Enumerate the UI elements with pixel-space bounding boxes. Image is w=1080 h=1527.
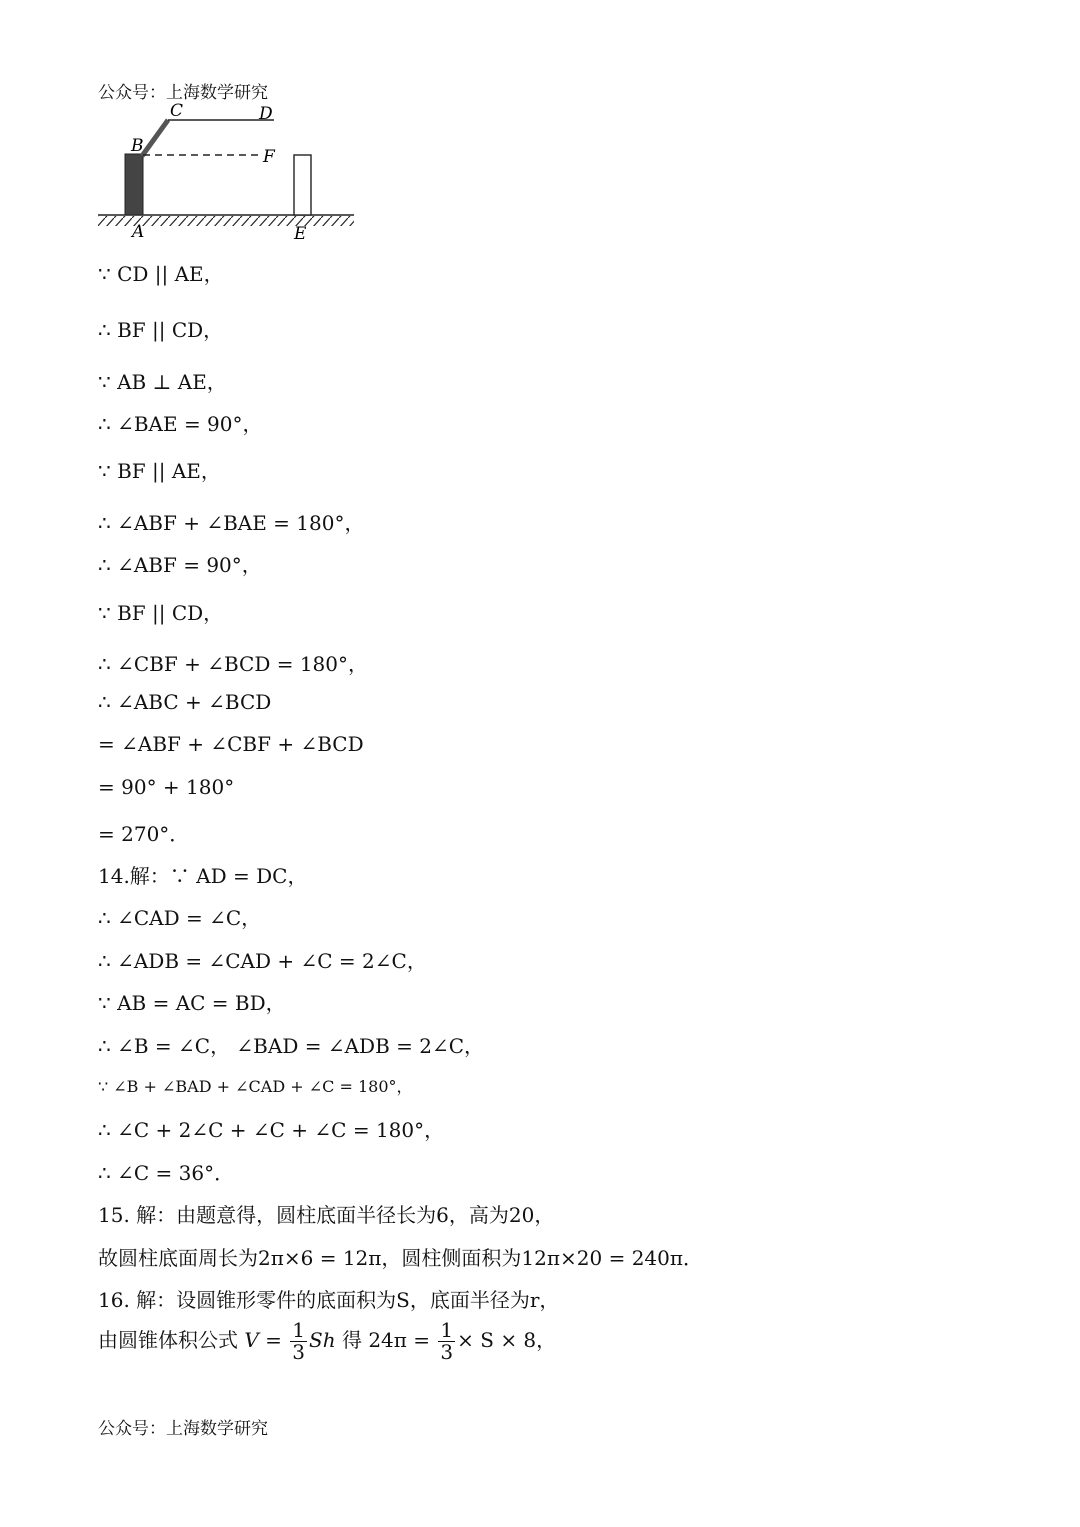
label-f: F xyxy=(263,147,275,167)
page-header: 公众号：上海数学研究 xyxy=(98,83,268,103)
fraction-numerator: 1 xyxy=(292,1318,306,1342)
fraction-denominator: 3 xyxy=(292,1340,306,1364)
proof-line: ∵ AB ⊥ AE， xyxy=(98,370,227,394)
cone-volume-formula xyxy=(98,1320,556,1363)
formula-de: 得 xyxy=(341,1328,362,1352)
proof-line: ∵ BF || CD， xyxy=(98,601,224,625)
rod-bc xyxy=(142,120,168,156)
label-a: A xyxy=(132,222,145,242)
proof-line: = 270°． xyxy=(98,822,190,846)
proof-line: ∴ ∠B = ∠C， ∠BAD = ∠ADB = 2∠C， xyxy=(98,1034,485,1058)
label-e: E xyxy=(294,224,307,244)
proof-line: ∴ ∠ABF = 90°， xyxy=(98,553,262,577)
proof-line: ∴ ∠ADB = ∠CAD + ∠C = 2∠C， xyxy=(98,949,427,973)
problem-16-start: 16. 解：设圆锥形零件的底面积为S，底面半径为r， xyxy=(98,1288,560,1312)
proof-line: ∴ ∠BAE = 90°， xyxy=(98,412,263,436)
proof-line: ∵ BF || AE， xyxy=(98,459,221,483)
problem-15-start: 15. 解：由题意得，圆柱底面半径长为6，高为20， xyxy=(98,1203,555,1227)
fraction-denominator: 3 xyxy=(440,1340,454,1364)
proof-line: ∵ CD || AE， xyxy=(98,262,224,286)
proof-line: ∴ BF || CD， xyxy=(98,318,224,342)
fraction-numerator: 1 xyxy=(440,1318,454,1342)
proof-line: ∴ ∠ABC + ∠BCD xyxy=(98,690,272,714)
proof-line: ∴ ∠CAD = ∠C， xyxy=(98,906,262,930)
fraction-one-third-2 xyxy=(438,1320,455,1363)
post-e xyxy=(294,155,311,215)
formula-v: V = xyxy=(244,1328,282,1352)
proof-line: ∵ ∠B + ∠BAD + ∠CAD + ∠C = 180°， xyxy=(98,1077,413,1096)
formula-rhs: × S × 8， xyxy=(457,1328,557,1352)
geometry-figure xyxy=(96,98,358,244)
proof-line: ∴ ∠CBF + ∠BCD = 180°， xyxy=(98,652,368,676)
proof-line: ∴ ∠C = 36°． xyxy=(98,1161,235,1185)
formula-lhs: 24π = xyxy=(368,1328,431,1352)
proof-line: 故圆柱底面周长为2π×6 = 12π，圆柱侧面积为12π×20 = 240π． xyxy=(98,1246,704,1270)
proof-line: ∴ ∠C + 2∠C + ∠C + ∠C = 180°， xyxy=(98,1118,445,1142)
label-b: B xyxy=(131,136,144,156)
proof-line: = ∠ABF + ∠CBF + ∠BCD xyxy=(98,732,364,756)
fraction-one-third xyxy=(290,1320,307,1363)
formula-prefix: 由圆锥体积公式 xyxy=(98,1328,238,1352)
post-ab xyxy=(125,154,143,215)
page-footer: 公众号：上海数学研究 xyxy=(98,1419,268,1439)
formula-sh: Sh xyxy=(309,1328,336,1352)
problem-14-start: 14.解：∵ AD = DC， xyxy=(98,864,308,888)
proof-line: ∵ AB = AC = BD， xyxy=(98,991,286,1015)
label-d: D xyxy=(259,104,273,124)
proof-line: ∴ ∠ABF + ∠BAE = 180°， xyxy=(98,511,365,535)
label-c: C xyxy=(170,101,184,121)
proof-line: = 90° + 180° xyxy=(98,775,235,799)
